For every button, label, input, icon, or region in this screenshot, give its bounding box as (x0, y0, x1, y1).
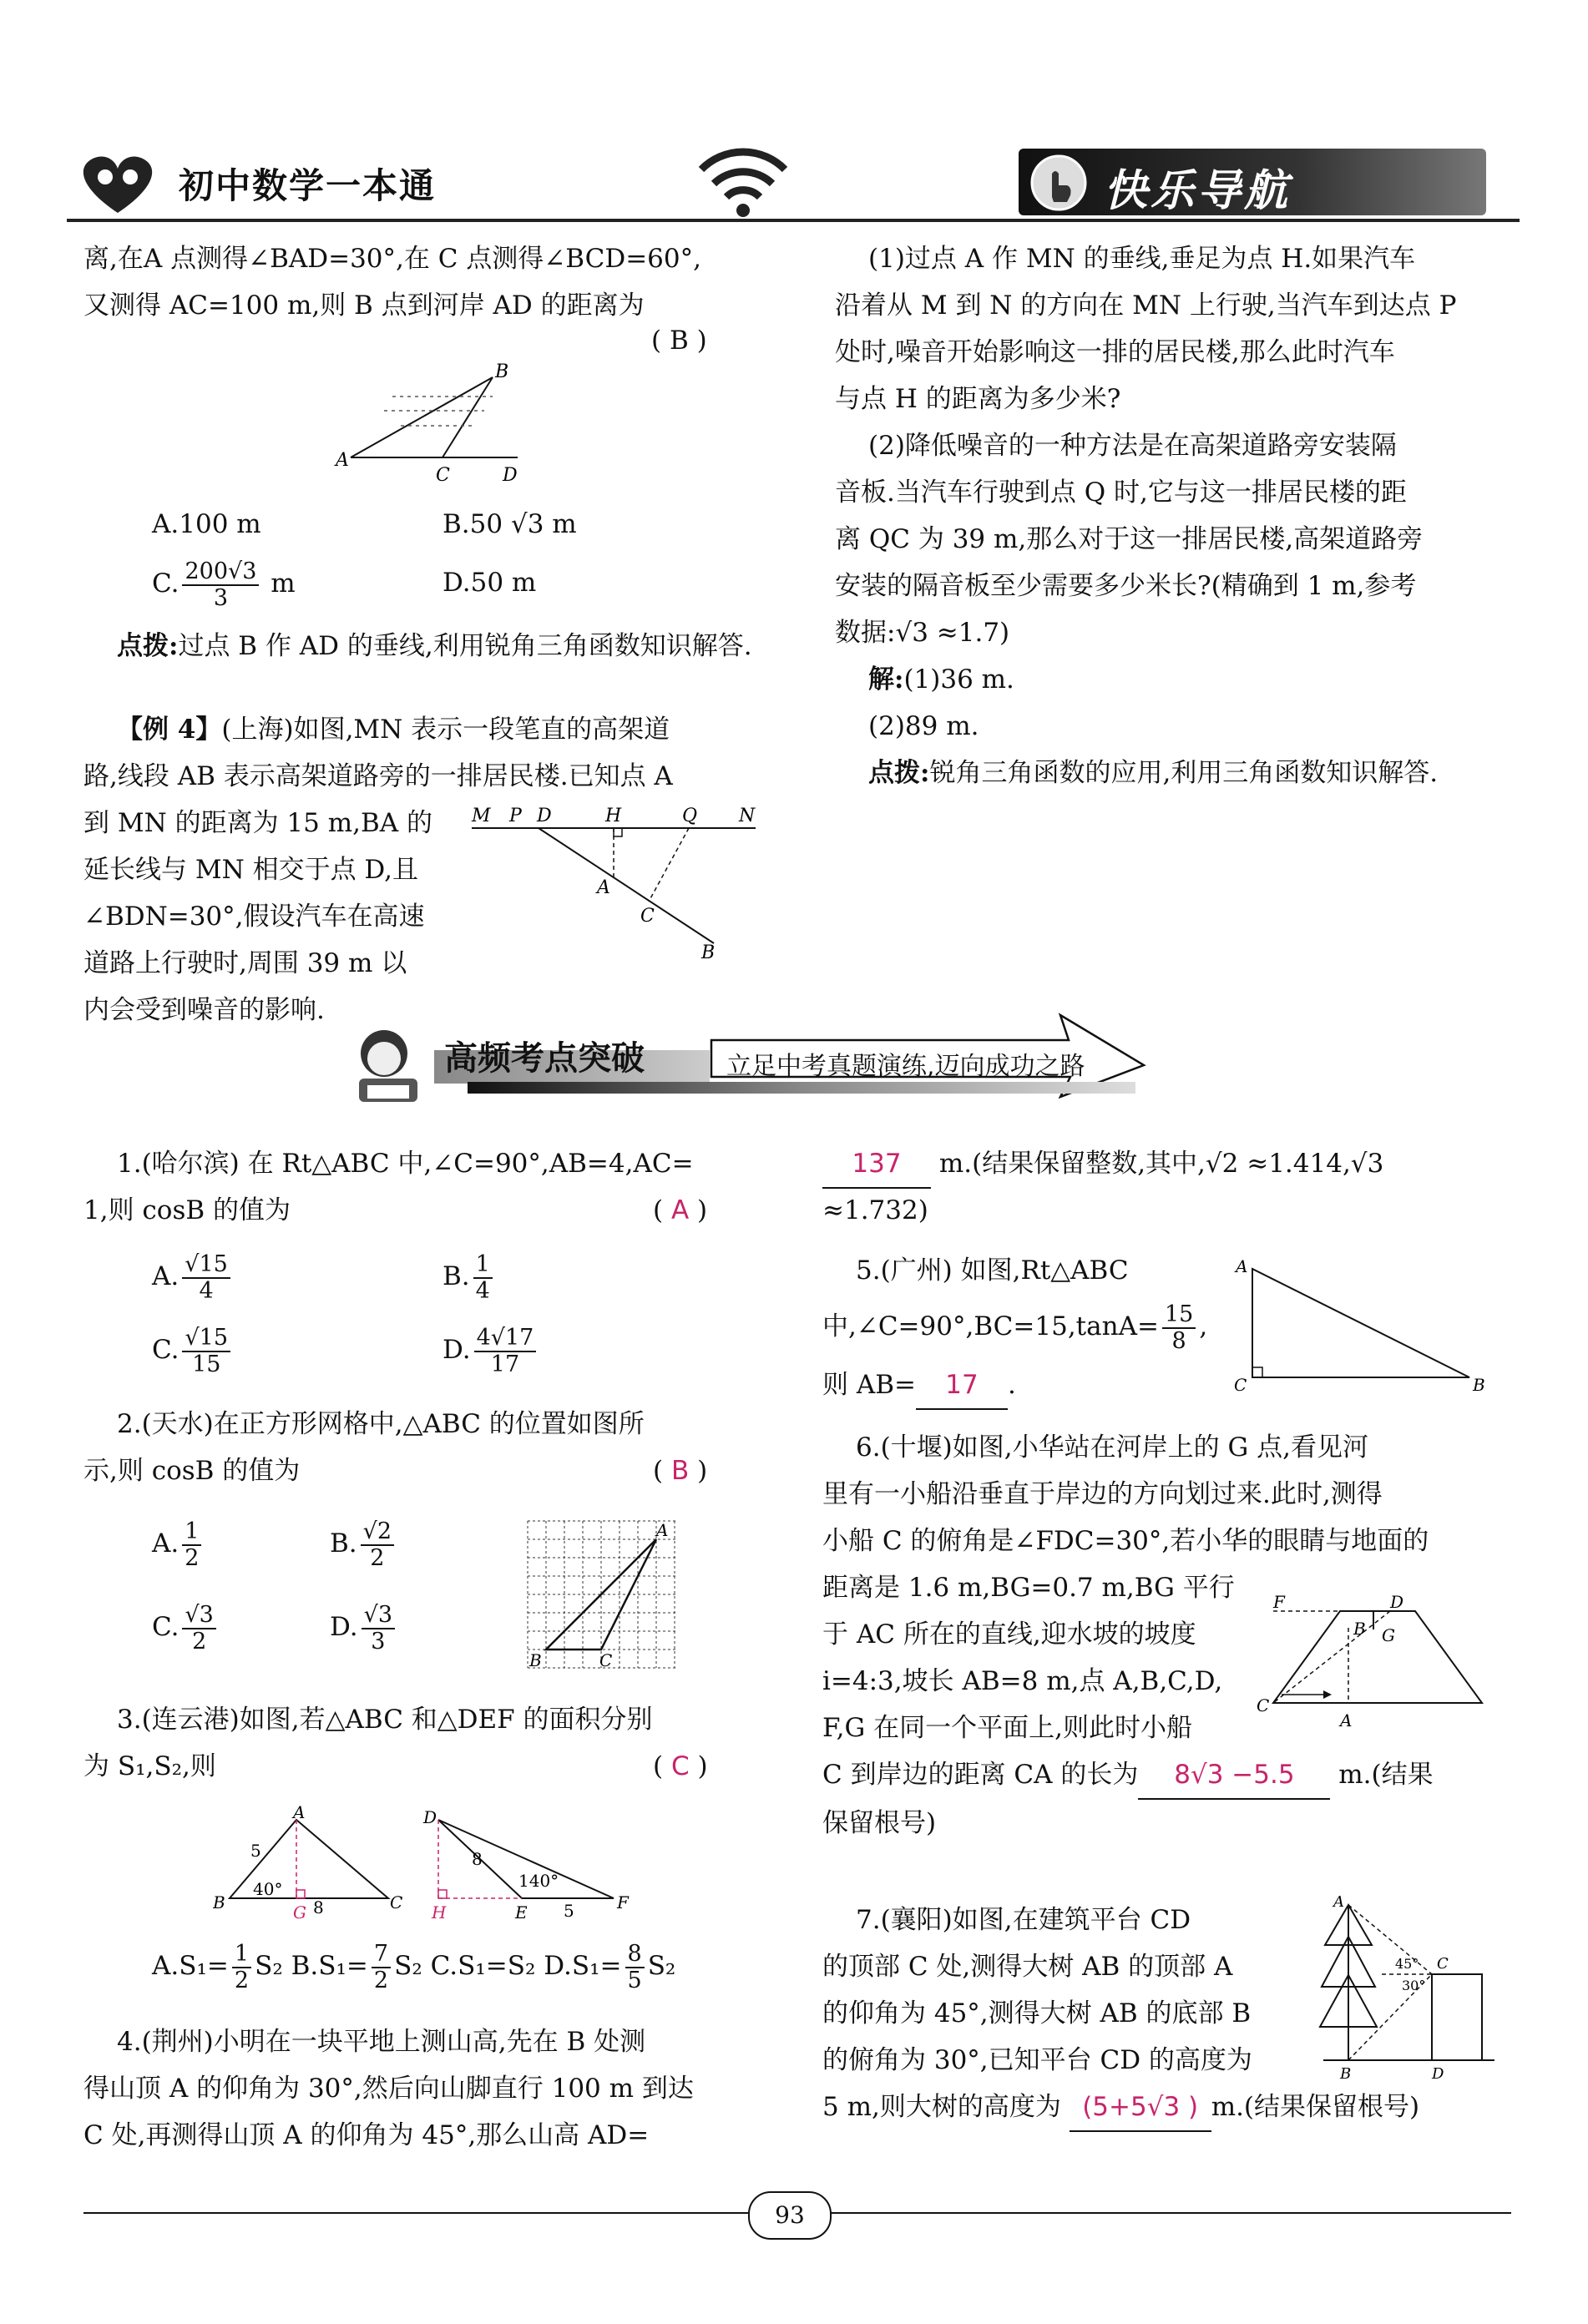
svg-text:F: F (617, 1892, 629, 1912)
svg-text:G: G (293, 1902, 306, 1922)
label-c: C (640, 906, 655, 927)
banner-underline (468, 1082, 1135, 1094)
svg-text:5: 5 (250, 1841, 261, 1861)
answer-bracket: ( B ) (651, 326, 707, 356)
svg-text:H: H (432, 1902, 447, 1922)
svg-text:B: B (1473, 1375, 1485, 1395)
left-top-block (83, 235, 768, 329)
svg-text:G: G (1382, 1625, 1395, 1645)
svg-text:45°: 45° (1395, 1956, 1419, 1972)
option-a: A.100 m (152, 509, 261, 539)
question-1: 1.(哈尔滨) 在 Rt△ABC 中,∠C=90°,AB=4,AC= 1,则 cosB 的值为 (83, 1149, 694, 1225)
question-6: 6.(十堰)如图,小华站在河岸上的 G 点,看见河 里有一小船沿垂直于岸边的方向划过来.此时,测得 小船 C 的俯角是∠FDC=30°,若小华的眼睛与地面的 距离是 1.6 m,BG=0.7 m,BG 平行 于 AC 所在的直线,迎水坡的坡度 i=4:3,坡长 AB=8 m,点 A,B,C,D, F,G 在同一个平面上,则此时小船 C 到岸边的距离 CA 的长为 8√3 −5.5 m.(结果 保留根号) (822, 1432, 1434, 1838)
q2-answer: ( B ) (653, 1456, 708, 1486)
text-line: 离,在A 点测得∠BAD=30°,在 C 点测得∠BCD=60°, (83, 244, 701, 274)
q3-answer: ( C ) (653, 1751, 708, 1781)
label-p: P (509, 806, 522, 826)
q2-option-a: A. $\frac{1}{2}$ (152, 1519, 205, 1570)
hand-pointer-icon (1027, 154, 1090, 212)
section-title: 高频考点突破 (444, 1039, 645, 1078)
label-b: B (529, 1650, 542, 1670)
q1-option-a: A. $\frac{√15}{4}$ (152, 1252, 234, 1303)
svg-text:B: B (1340, 2065, 1352, 2083)
q4-answer-line: 137 m.(结果保留整数,其中,√2 ≈1.414,√3 (822, 1140, 1507, 1189)
grid-figure (519, 1513, 686, 1680)
q1-answer: ( A ) (653, 1195, 708, 1225)
question-7: 7.(襄阳)如图,在建筑平台 CD 的顶部 C 处,测得大树 AB 的顶部 A 的仰角为 45°,测得大树 AB 的底部 B 的俯角为 30°,已知平台 CD 的高度为 5 m,则大树的高度为 (5+5√3 ) m.(结果保留根号) (822, 1897, 1507, 2132)
svg-text:8: 8 (313, 1897, 324, 1917)
svg-text:A: A (1333, 1895, 1344, 1911)
q2-option-d: D. $\frac{√3}{3}$ (330, 1603, 398, 1654)
svg-text:B: B (1353, 1619, 1366, 1639)
svg-text:A: A (1236, 1256, 1248, 1276)
label-n: N (739, 806, 756, 826)
label-a: A (597, 877, 610, 898)
svg-text:C: C (1257, 1695, 1270, 1715)
svg-text:D: D (423, 1807, 437, 1827)
river-figure (326, 359, 543, 493)
svg-text:140°: 140° (518, 1871, 559, 1891)
q2-option-b: B. $\frac{√2}{2}$ (330, 1519, 397, 1570)
svg-text:40°: 40° (253, 1879, 283, 1899)
option-d: D.50 m (443, 568, 537, 598)
svg-text:A: A (293, 1805, 306, 1822)
svg-text:C: C (1437, 1955, 1449, 1973)
svg-text:D: D (1390, 1594, 1404, 1612)
header-rule (67, 219, 1520, 222)
question-4: 4.(荆州)小明在一块平地上测山高,先在 B 处测 得山顶 A 的仰角为 30°,然后向山脚直行 100 m 到达 C 处,再测得山顶 A 的仰角为 45°,那么山高 AD= (83, 2027, 694, 2150)
svg-text:8: 8 (472, 1849, 483, 1869)
label-b: B (701, 942, 716, 962)
option-c: C. $\frac{200√3}{3}$ m (152, 558, 296, 611)
wifi-icon (693, 140, 793, 220)
embankment-figure (1257, 1594, 1507, 1753)
right-top-block: (1)过点 A 作 MN 的垂线,垂足为点 H.如果汽车 沿着从 M 到 N 的方向在 MN 上行驶,当汽车到达点 P 处时,噪音开始影响这一排的居民楼,那么此时汽车 与点 H 的距离为多少米? (2)降低噪音的一种方法是在高架道路旁安装隔 音板.当汽车行驶到点 Q 时,它与这一排居民楼的距 离 QC 为 39 m,那么对于这一排居民楼,高架道路旁 安装的隔音板至少需要多少米长?(精确到 1 m,参考 数据:√3 ≈1.7) 解:(1)36 m. (2)89 m. 点拨:锐角三角函数的应用,利用三角函数知识解答. (835, 244, 1457, 788)
tree-platform-figure (1315, 1895, 1507, 2087)
banner-title: 快乐导航 (1104, 166, 1292, 216)
svg-text:C: C (1234, 1375, 1247, 1395)
svg-text:C: C (390, 1892, 403, 1912)
label-a: A (336, 450, 349, 471)
q4-tail: ≈1.732) (822, 1195, 928, 1225)
option-b: B.50 √3 m (443, 509, 577, 539)
label-h: H (605, 806, 622, 826)
example4-block: 【例 4】(上海)如图,MN 表示一段笔直的高架道 (117, 715, 670, 745)
q1-option-d: D. $\frac{4√17}{17}$ (443, 1326, 539, 1377)
svg-text:5: 5 (564, 1901, 574, 1921)
right-triangle-figure (1227, 1252, 1494, 1402)
label-d: D (503, 465, 518, 486)
svg-text:B: B (213, 1892, 225, 1912)
label-d: D (537, 806, 552, 826)
question-5: 5.(广州) 如图,Rt△ABC 中,∠C=90°,BC=15,tanA= $\frac{15}{8}$ , 则 AB= 17 . (822, 1247, 1240, 1410)
q2-option-c: C. $\frac{√3}{2}$ (152, 1603, 220, 1654)
label-c: C (436, 465, 450, 486)
q1-option-b: B. $\frac{1}{4}$ (443, 1252, 496, 1303)
example4-rest: 路,线段 AB 表示高架道路旁的一排居民楼.已知点 A 到 MN 的距离为 15 m,BA 的 延长线与 MN 相交于点 D,且 ∠BDN=30°,假设汽车在高速 道路上行驶时,周围 39 m 以 内会受到噪音的影响. (83, 761, 673, 1025)
section-subtitle: 立足中考真题演练,迈向成功之路 (726, 1052, 1085, 1081)
label-b: B (495, 361, 509, 382)
highway-figure (463, 803, 764, 962)
svg-text:A: A (1340, 1710, 1353, 1730)
tip-block: 点拨:过点 B 作 AD 的垂线,利用锐角三角函数知识解答. (117, 631, 752, 661)
text-line: 又测得 AC=100 m,则 B 点到河岸 AD 的距离为 (83, 290, 645, 321)
label-q: Q (682, 806, 698, 826)
q1-option-c: C. $\frac{√15}{15}$ (152, 1326, 234, 1377)
q3-options: A.S₁= $\frac{1}{2}$ S₂ B.S₁= $\frac{7}{2}$ S₂ C.S₁=S₂ D.S₁= $\frac{8}{5}$ S₂ (152, 1941, 676, 1993)
svg-text:D: D (1432, 2065, 1444, 2083)
label-a: A (656, 1520, 669, 1540)
book-title: 初中数学一本通 (179, 165, 437, 206)
label-c: C (599, 1650, 613, 1670)
triangles-figure (213, 1805, 764, 1922)
question-2: 2.(天水)在正方形网格中,△ABC 的位置如图所 示,则 cosB 的值为 (83, 1409, 645, 1486)
svg-text:F: F (1273, 1594, 1285, 1612)
label-m: M (472, 806, 491, 826)
page-number: 93 (748, 2191, 832, 2240)
svg-text:30°: 30° (1402, 1978, 1426, 1993)
student-reading-icon (342, 1020, 434, 1112)
heart-logo-icon (72, 150, 164, 217)
svg-text:E: E (515, 1902, 528, 1922)
question-3: 3.(连云港)如图,若△ABC 和△DEF 的面积分别 为 S₁,S₂,则 (83, 1705, 653, 1781)
